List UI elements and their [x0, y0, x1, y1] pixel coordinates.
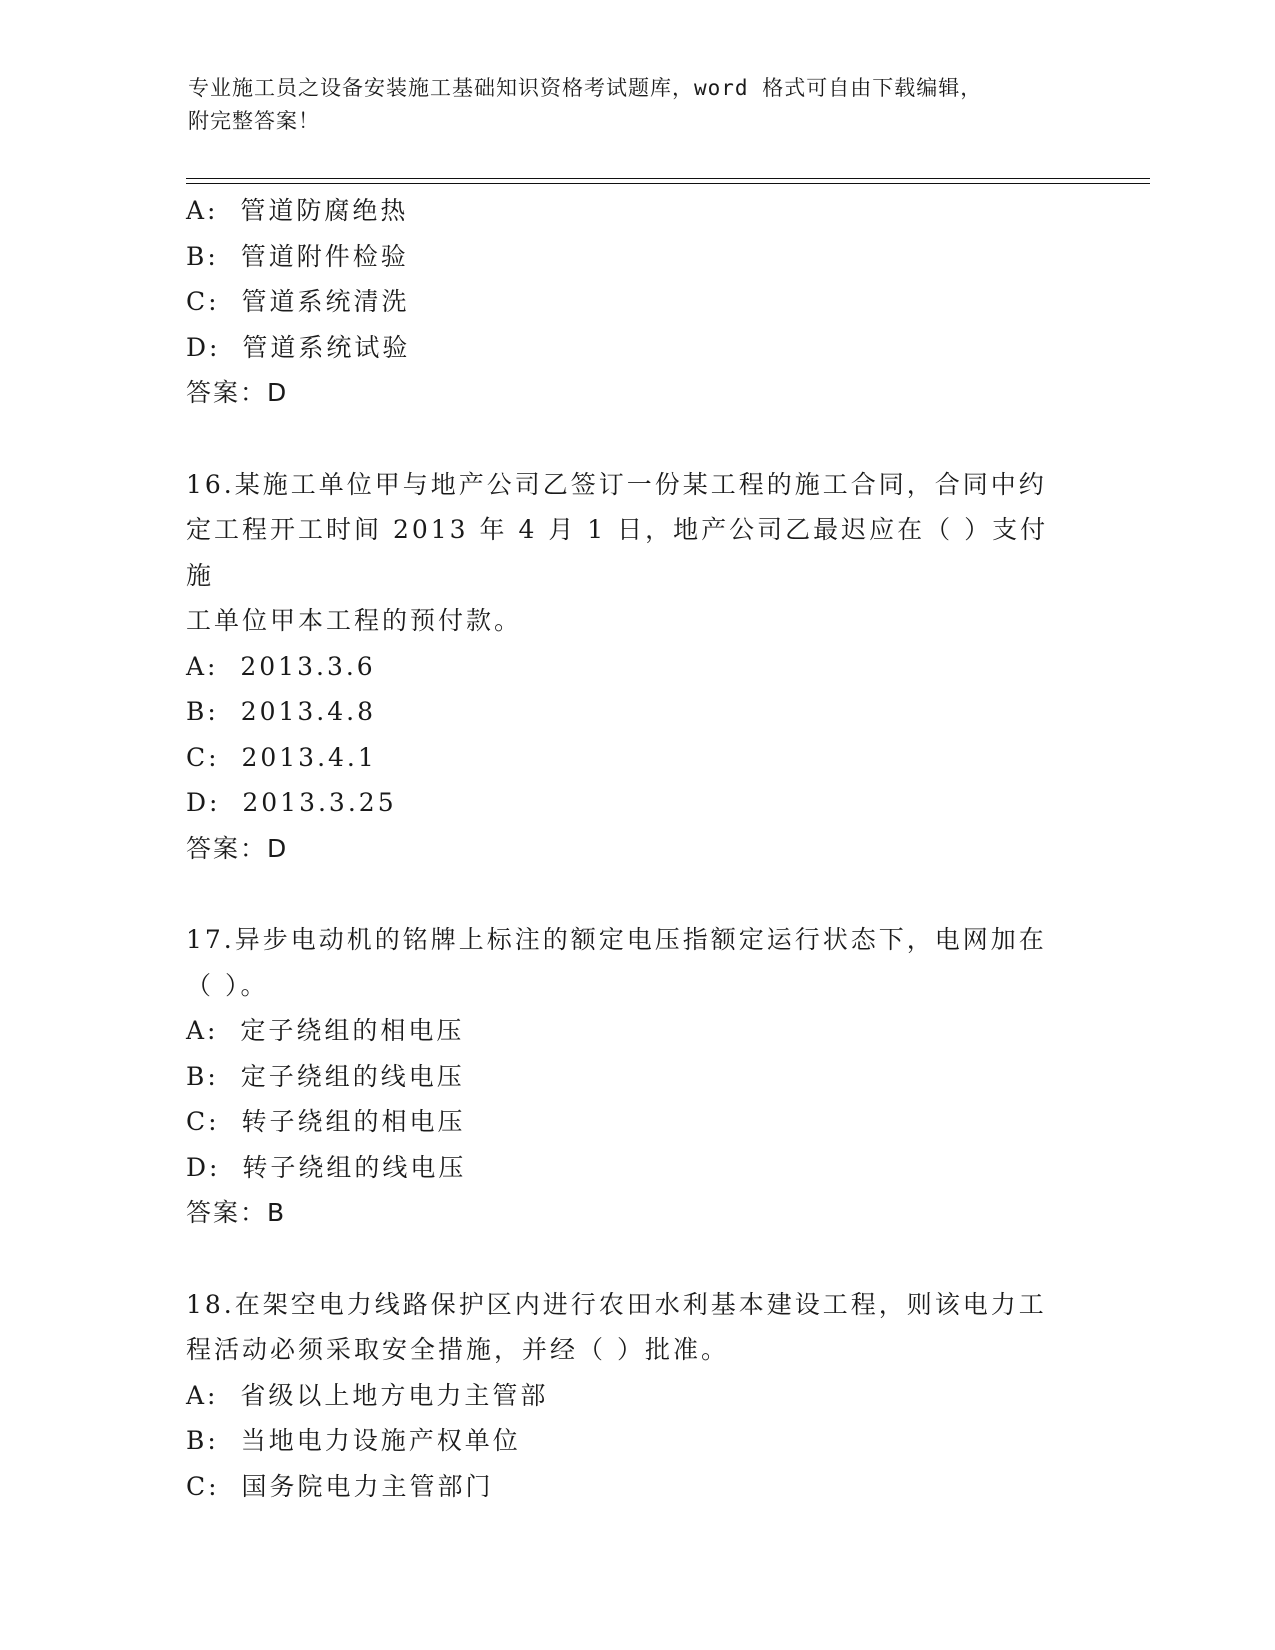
spacer — [186, 416, 1086, 462]
header-line-2: 附完整答案！ — [188, 109, 320, 133]
answer: 答案：D — [186, 378, 289, 407]
option-b: B: 定子绕组的线电压 — [186, 1061, 465, 1091]
option-a: A: 定子绕组的相电压 — [186, 1016, 465, 1045]
header-line-1: 专业施工员之设备安装施工基础知识资格考试题库，word 格式可自由下载编辑， — [188, 76, 983, 100]
option-a: A: 省级以上地方电力主管部 — [186, 1380, 549, 1410]
question-line: （ ）。 — [186, 970, 269, 1000]
question-line: 18.在架空电力线路保护区内进行农田水利基本建设工程，则该电力工 — [186, 1289, 1047, 1319]
question-15 — [186, 188, 1086, 416]
option-b: B: 2013.4.8 — [186, 697, 377, 726]
question-18 — [186, 1282, 1086, 1510]
question-line: 16.某施工单位甲与地产公司乙签订一份某工程的施工合同，合同中约 — [186, 469, 1047, 499]
question-line: 定工程开工时间 2013 年 4 月 1 日，地产公司乙最迟应在（ ）支付施 — [186, 515, 1049, 590]
question-16 — [186, 462, 1086, 872]
option-a: A: 2013.3.6 — [186, 651, 376, 681]
question-text — [186, 462, 1066, 644]
answer: 答案：D — [186, 833, 289, 863]
option-b: B: 当地电力设施产权单位 — [186, 1426, 521, 1455]
question-17 — [186, 917, 1086, 1236]
option-d: D: 管道系统试验 — [186, 332, 411, 362]
option-c: C: 2013.4.1 — [186, 742, 377, 772]
option-c: C: 国务院电力主管部门 — [186, 1471, 494, 1501]
question-text — [186, 917, 1066, 1008]
answer: 答案：B — [186, 1198, 287, 1227]
option-c: C: 管道系统清洗 — [186, 287, 410, 316]
question-line: 17.异步电动机的铭牌上标注的额定电压指额定运行状态下，电网加在 — [186, 925, 1047, 954]
header-divider-bottom — [186, 183, 1150, 184]
spacer — [186, 1236, 1086, 1282]
question-list — [186, 188, 1086, 1509]
option-d: D: 2013.3.25 — [186, 788, 397, 817]
question-line: 工单位甲本工程的预付款。 — [186, 606, 523, 635]
option-c: C: 转子绕组的相电压 — [186, 1107, 466, 1136]
header-divider-top — [186, 178, 1150, 179]
question-text — [186, 1282, 1066, 1373]
question-line: 程活动必须采取安全措施，并经（ ）批准。 — [186, 1335, 729, 1364]
option-d: D: 转子绕组的线电压 — [186, 1152, 467, 1182]
spacer — [186, 871, 1086, 917]
document-header — [188, 72, 1068, 138]
option-b: B: 管道附件检验 — [186, 241, 409, 271]
option-a: A: 管道防腐绝热 — [186, 196, 409, 225]
